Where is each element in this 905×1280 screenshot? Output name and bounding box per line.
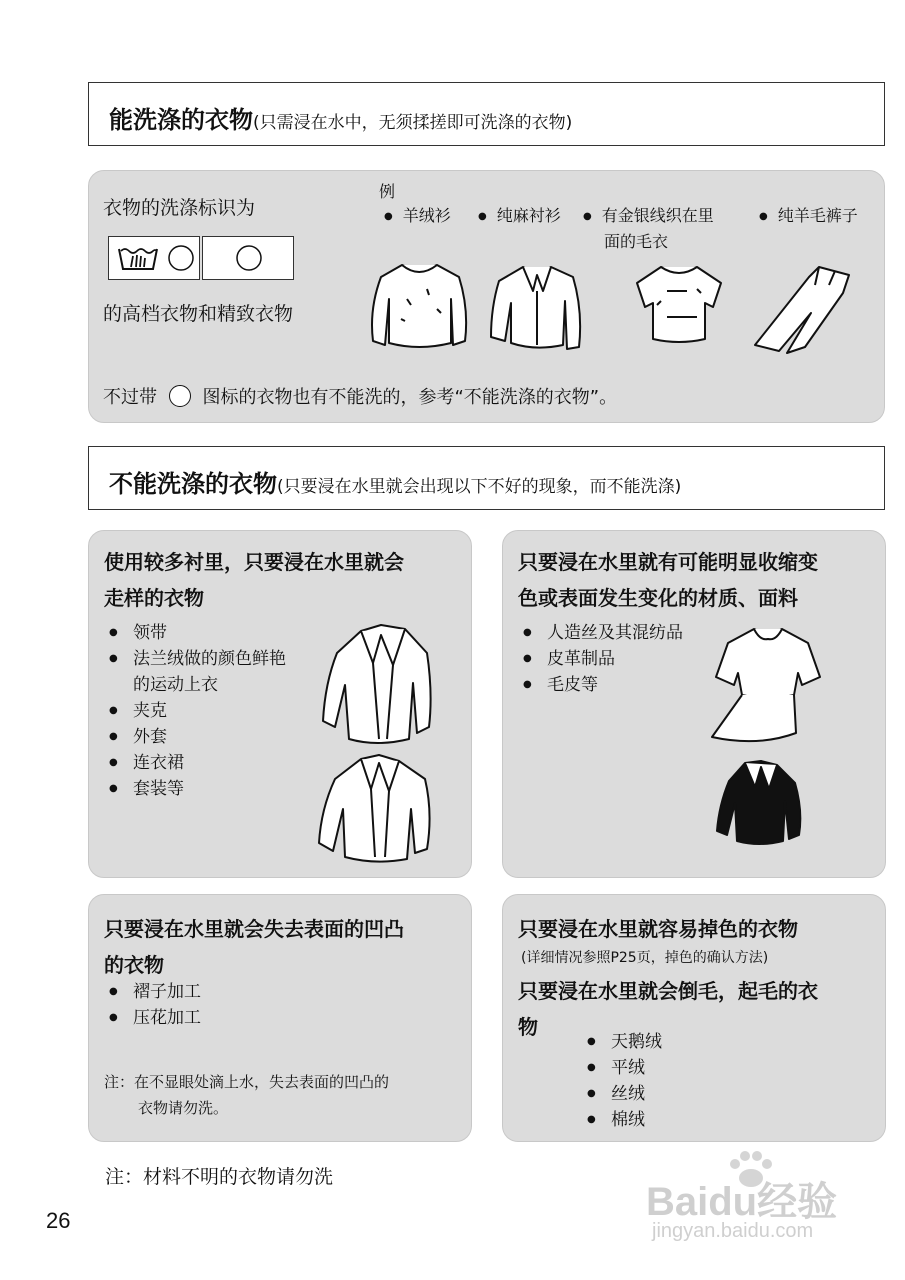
panel-heading: 的衣物 (104, 953, 164, 977)
texture-items-list (109, 979, 201, 1031)
washable-subtitle: (只需浸在水中，无须揉搓即可洗涤的衣物) (253, 113, 573, 133)
dress-illustration (708, 625, 828, 745)
page-number: 26 (46, 1208, 71, 1233)
washable-header (88, 82, 885, 146)
panel-heading: 只要浸在水里就会倒毛，起毛的衣 (518, 979, 818, 1003)
list-item: ● 法兰绒做的颜色鲜艳 (109, 646, 286, 672)
example-item: ● 纯羊毛裤子 (759, 203, 858, 226)
list-item: ● 皮革制品 (523, 646, 683, 672)
unwashable-subtitle: (只要浸在水里就会出现以下不好的现象，而不能洗涤) (277, 477, 682, 497)
list-item: ● 连衣裙 (109, 750, 286, 776)
panel-heading: 色或表面发生变化的材质、面料 (518, 586, 798, 610)
list-item: ● 领带 (109, 620, 286, 646)
texture-loss-panel (88, 894, 472, 1142)
watermark (638, 1150, 878, 1250)
list-item: ● 平绒 (587, 1055, 662, 1081)
panel-heading: 只要浸在水里就会失去表面的凹凸 (104, 917, 404, 941)
lining-clothes-panel (88, 530, 472, 878)
watermark-brand: Baidu经验 (646, 1180, 838, 1224)
list-item-cont-text: 的运动上衣 (133, 675, 218, 695)
note-prefix: 不过带 (103, 387, 157, 408)
example-item-cont: 面的毛衣 (604, 232, 669, 251)
hand-wash-care-icon (108, 236, 200, 280)
list-item: ● 棉绒 (587, 1107, 662, 1133)
list-item: ● 人造丝及其混纺品 (523, 620, 683, 646)
wool-trousers-illustration (749, 263, 859, 355)
panel-note: 衣物请勿洗。 (138, 1099, 229, 1117)
list-item: ● 外套 (109, 724, 286, 750)
example-item: ● 羊绒衫 (384, 203, 451, 226)
list-item: ● 褶子加工 (109, 979, 201, 1005)
watermark-url: jingyan.baidu.com (652, 1220, 814, 1242)
washable-title-text: 能洗涤的衣物 (109, 106, 253, 134)
jacket-illustration (321, 623, 441, 748)
unwashable-title (109, 464, 681, 499)
example-item: ● 纯麻衬衫 (478, 203, 561, 226)
panel-heading: 只要浸在水里就有可能明显收缩变 (518, 550, 818, 574)
coat-illustration (315, 753, 441, 865)
panel-reference: (详细情况参照P25页，掉色的确认方法) (521, 950, 769, 966)
list-item-cont (109, 672, 286, 698)
panel-heading: 物 (518, 1015, 538, 1039)
washable-note (103, 383, 617, 409)
footer-note: 注：材料不明的衣物请勿洗 (105, 1166, 334, 1188)
linen-shirt-illustration (485, 261, 589, 356)
washable-panel (88, 170, 885, 423)
care-label-text: 衣物的洗涤标识为 (103, 197, 256, 219)
delicate-clothes-text: 的高档衣物和精致衣物 (103, 303, 294, 325)
circle-icon (169, 385, 191, 407)
note-rest: 图标的衣物也有不能洗的，参考“不能洗涤的衣物”。 (202, 387, 618, 408)
list-item: ● 压花加工 (109, 1005, 201, 1031)
dry-clean-care-icon (202, 236, 294, 280)
pile-items-list (587, 1029, 662, 1133)
unwashable-header (88, 446, 885, 510)
example-label: 例 (379, 182, 396, 201)
metallic-sweater-illustration (627, 261, 731, 346)
panel-heading: 只要浸在水里就容易掉色的衣物 (518, 917, 798, 941)
lining-items-list (109, 620, 286, 802)
panel-note: 注：在不显眼处滴上水，失去表面的凹凸的 (104, 1073, 390, 1091)
washable-title (109, 100, 572, 135)
sweater-illustration (367, 259, 471, 354)
leather-jacket-illustration (715, 759, 807, 845)
list-item: ● 套装等 (109, 776, 286, 802)
list-item: ● 天鹅绒 (587, 1029, 662, 1055)
shrink-fabric-panel (502, 530, 886, 878)
panel-heading: 走样的衣物 (104, 586, 204, 610)
list-item: ● 丝绒 (587, 1081, 662, 1107)
example-item: ● 有金银线织在里 (583, 203, 714, 226)
color-fade-panel (502, 894, 886, 1142)
panel-heading: 使用较多衬里，只要浸在水里就会 (104, 550, 404, 574)
fabric-items-list (523, 620, 683, 698)
unwashable-title-text: 不能洗涤的衣物 (109, 470, 277, 498)
list-item: ● 夹克 (109, 698, 286, 724)
list-item: ● 毛皮等 (523, 672, 683, 698)
